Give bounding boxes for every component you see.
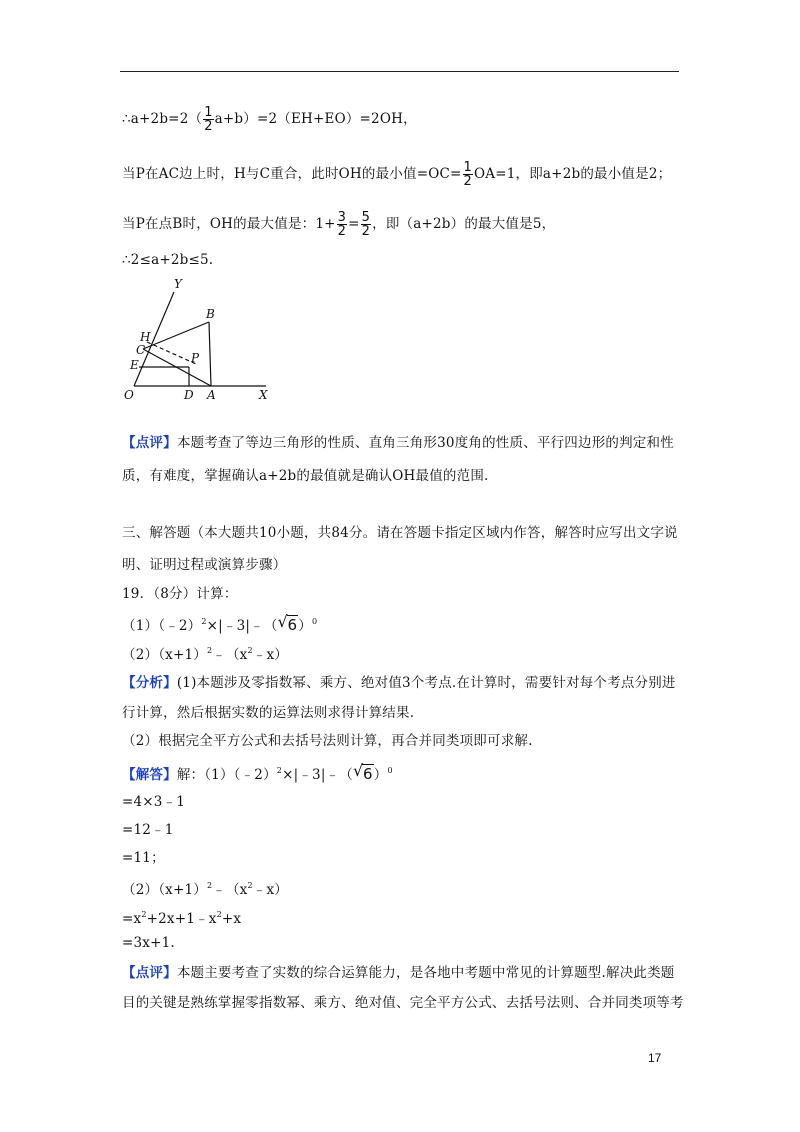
fraction: [463, 161, 473, 188]
answer-step-1: =4×3﹣1: [122, 794, 186, 810]
text-segment: 解：（1）（﹣2）: [176, 767, 277, 783]
analysis-tag: 【分析】: [122, 675, 177, 691]
fraction-numerator: 1: [204, 105, 213, 120]
answer-step-5: =3x+1.: [122, 935, 175, 951]
fraction-denominator: 2: [463, 174, 473, 189]
fraction-denominator: 2: [204, 119, 213, 134]
label-c: C: [136, 343, 146, 357]
answer-head: [122, 762, 393, 784]
exponent: 0: [311, 617, 318, 626]
review-tag: 【点评】: [122, 435, 177, 451]
text-segment: ∴a+2b=2（: [122, 111, 203, 127]
square-root: [277, 612, 299, 635]
text-segment: ，即（a+2b）的最大值是5，: [372, 216, 556, 232]
text-segment: ）: [298, 618, 312, 634]
radicand: 6: [287, 616, 298, 634]
text-segment: +x: [221, 911, 242, 927]
answer-part-2: [122, 877, 288, 899]
fraction-numerator: 5: [361, 210, 371, 225]
fraction-numerator: 3: [337, 210, 347, 225]
text-segment: ×|﹣3|﹣（: [282, 767, 353, 783]
review-1-line-1: [122, 434, 674, 452]
exponent: 2: [247, 646, 253, 655]
answer-step-3: =11；: [122, 850, 165, 866]
text-segment: 本题主要考查了实数的综合运算能力，是各地中考题中常见的计算题型.解决此类题: [176, 965, 675, 981]
text-segment: ）: [373, 767, 388, 783]
radical-sign-icon: √: [277, 612, 288, 631]
geometry-figure: [118, 274, 278, 404]
answer-tag: 【解答】: [122, 767, 177, 783]
review-tag: 【点评】: [122, 965, 177, 981]
label-o: O: [124, 388, 134, 402]
text-segment: 本题考查了等边三角形的性质、直角三角形30度角的性质、平行四边形的判定和性: [176, 435, 674, 451]
label-x: X: [259, 388, 268, 402]
header-rule: [120, 71, 679, 72]
exponent: 2: [141, 910, 147, 919]
analysis-line-1: [122, 674, 676, 692]
answer-step-2: =12﹣1: [122, 822, 174, 838]
text-segment: （2）（x+1）: [122, 647, 207, 663]
exponent: 2: [247, 881, 253, 890]
analysis-line-3: （2）根据完全平方公式和去括号法则计算，再合并同类项即可求解.: [122, 733, 533, 749]
text-segment: OA=1，即a+2b的最小值是2；: [474, 166, 672, 182]
fraction: [337, 211, 347, 238]
segment-cb: [143, 322, 209, 349]
label-h: H: [140, 330, 151, 344]
exponent: 2: [206, 881, 213, 890]
text-segment: a+b）=2（EH+EO）=2OH，: [214, 111, 417, 127]
text-segment: ﹣x）: [252, 882, 288, 898]
text-segment: (1)本题涉及零指数幂、乘方、绝对值3个考点.在计算时，需要针对每个考点分别进: [176, 675, 676, 691]
answer-step-4: [122, 906, 241, 928]
review-2-line-1: [122, 964, 675, 982]
fraction: [361, 211, 371, 238]
equals-sign: =: [348, 216, 360, 232]
review-2-line-2: 目的关键是熟练掌握零指数幂、乘方、绝对值、完全平方公式、去括号法则、合并同类项等考: [122, 995, 684, 1011]
label-e: E: [130, 358, 139, 372]
exponent: 2: [276, 766, 283, 775]
square-root: [353, 761, 374, 784]
solution-line-2: [122, 161, 671, 188]
label-a: A: [207, 388, 216, 402]
fraction-denominator: 2: [361, 224, 371, 239]
radicand: 6: [363, 765, 373, 783]
solution-line-4: ∴2≤a+2b≤5.: [122, 252, 214, 268]
review-1-line-2: 质，有难度，掌握确认a+2b的最值就是确认OH最值的范围.: [122, 468, 489, 484]
label-y: Y: [174, 277, 182, 291]
question-19-title: 19．（8分）计算：: [122, 586, 238, 602]
label-p: P: [191, 351, 200, 365]
exponent: 2: [216, 910, 222, 919]
page-number: 17: [648, 1051, 662, 1065]
fraction-numerator: 1: [463, 160, 473, 175]
section-3-line-1: 三、解答题（本大题共10小题，共84分。请在答题卡指定区域内作答，解答时应写出文字说: [122, 525, 678, 541]
fraction-denominator: 2: [337, 224, 347, 239]
question-19-part-1: [122, 613, 317, 635]
text-segment: 当P在AC边上时，H与C重合，此时OH的最小值=OC=: [122, 166, 462, 182]
dashed-hp: [147, 342, 196, 364]
exponent: 2: [206, 646, 213, 655]
text-segment: =x: [122, 911, 142, 927]
text-segment: 当P在点B时，OH的最大值是：1+: [122, 216, 336, 232]
exponent: 2: [201, 617, 207, 626]
radical-sign-icon: √: [353, 761, 364, 780]
solution-line-3: [122, 211, 555, 238]
text-segment: （2）（x+1）: [122, 882, 207, 898]
label-b: B: [206, 307, 215, 321]
text-segment: ﹣（x: [212, 647, 248, 663]
label-d: D: [184, 388, 194, 402]
segment-ba: [209, 322, 211, 386]
text-segment: ×|﹣3|﹣（: [206, 618, 278, 634]
exponent: 0: [387, 766, 393, 775]
text-segment: ﹣（x: [212, 882, 248, 898]
text-segment: ﹣x）: [252, 647, 288, 663]
question-19-part-2: [122, 642, 288, 664]
analysis-line-2: 行计算，然后根据实数的运算法则求得计算结果.: [122, 705, 415, 721]
fraction: [203, 106, 213, 133]
text-segment: （1）（﹣2）: [122, 618, 202, 634]
text-segment: +2x+1﹣x: [146, 911, 217, 927]
section-3-line-2: 明、证明过程或演算步骤）: [122, 557, 287, 573]
solution-line-1: [122, 106, 417, 133]
